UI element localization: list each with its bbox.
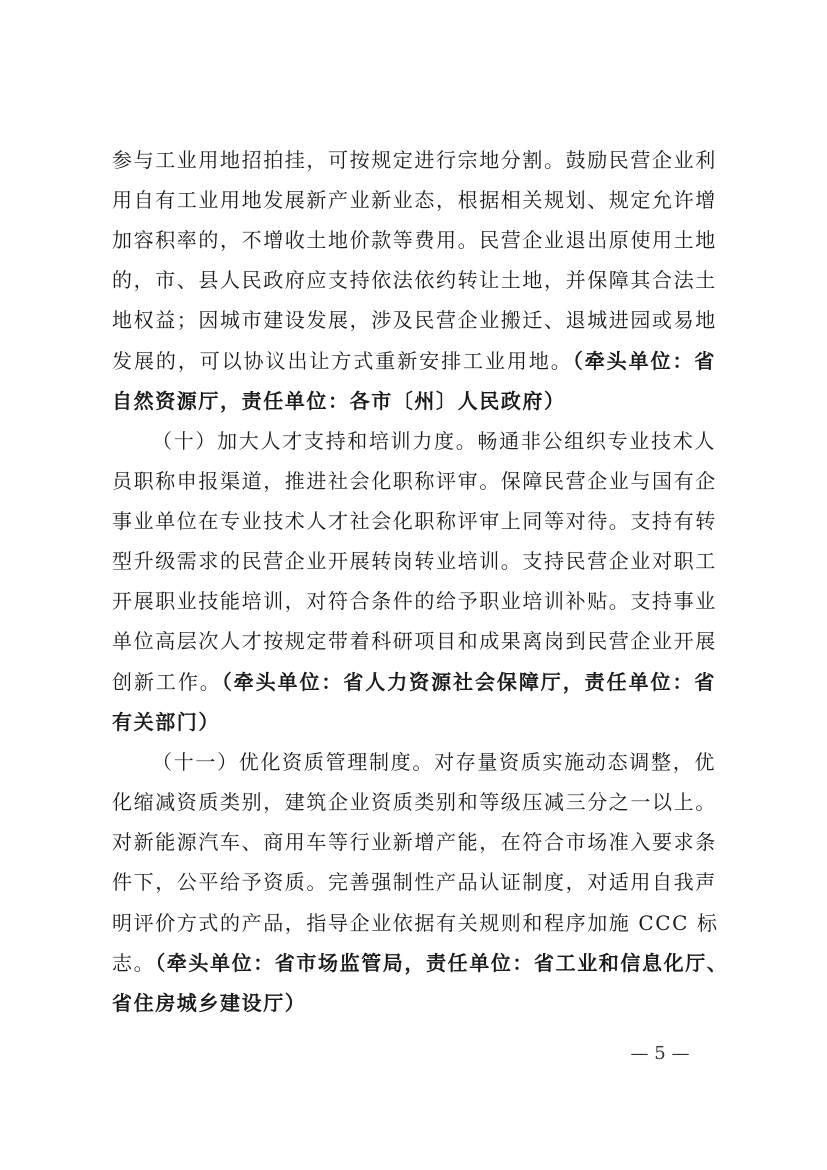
text-line: 发展的，可以协议出让方式重新安排工业用地。（牵头单位：省 bbox=[112, 349, 716, 373]
section-heading-line: （十）加大人才支持和培训力度。畅通非公组织专业技术人 bbox=[152, 429, 716, 453]
text-line: 型升级需求的民营企业开展转岗转业培训。支持民营企业对职工 bbox=[112, 549, 717, 573]
text-line: 开展职业技能培训，对符合条件的给予职业培训补贴。支持事业 bbox=[112, 589, 717, 613]
text-line: 用自有工业用地发展新产业新业态，根据相关规划、规定允许增 bbox=[112, 188, 717, 212]
text-line: 省住房城乡建设厅） bbox=[112, 991, 307, 1015]
text-line: 的，市、县人民政府应支持依法依约转让土地，并保障其合法土 bbox=[112, 268, 717, 292]
text-line: 志。（牵头单位：省市场监管局，责任单位：省工业和信息化厅、 bbox=[112, 951, 729, 975]
text-line: 创新工作。（牵头单位：省人力资源社会保障厅，责任单位：省 bbox=[112, 670, 716, 694]
text-line: 加容积率的，不增收土地价款等费用。民营企业退出原使用土地 bbox=[112, 228, 717, 252]
text-line: 事业单位在专业技术人才社会化职称评审上同等对待。支持有转 bbox=[112, 509, 717, 533]
text-line: 件下，公平给予资质。完善强制性产品认证制度，对适用自我声 bbox=[112, 870, 717, 894]
text-line: 地权益；因城市建设发展，涉及民营企业搬迁、退城进园或易地 bbox=[112, 308, 717, 332]
section-heading-line: （十一）优化资质管理制度。对存量资质实施动态调整，优 bbox=[152, 750, 716, 774]
text-line: 自然资源厅，责任单位：各市〔州〕人民政府） bbox=[112, 389, 566, 413]
text-line: 明评价方式的产品，指导企业依据有关规则和程序加施 CCC 标 bbox=[112, 911, 719, 935]
text-line: 有关部门） bbox=[112, 710, 220, 734]
text-line: 单位高层次人才按规定带着科研项目和成果离岗到民营企业开展 bbox=[112, 629, 717, 653]
text-line: 参与工业用地招拍挂，可按规定进行宗地分割。鼓励民营企业利 bbox=[112, 148, 717, 172]
text-line: 化缩减资质类别，建筑企业资质类别和等级压减三分之一以上。 bbox=[112, 790, 717, 814]
text-line: 对新能源汽车、商用车等行业新增产能，在符合市场准入要求条 bbox=[112, 830, 717, 854]
text-line: 员职称申报渠道，推进社会化职称评审。保障民营企业与国有企 bbox=[112, 469, 717, 493]
page-number: — 5 — bbox=[630, 1043, 690, 1064]
